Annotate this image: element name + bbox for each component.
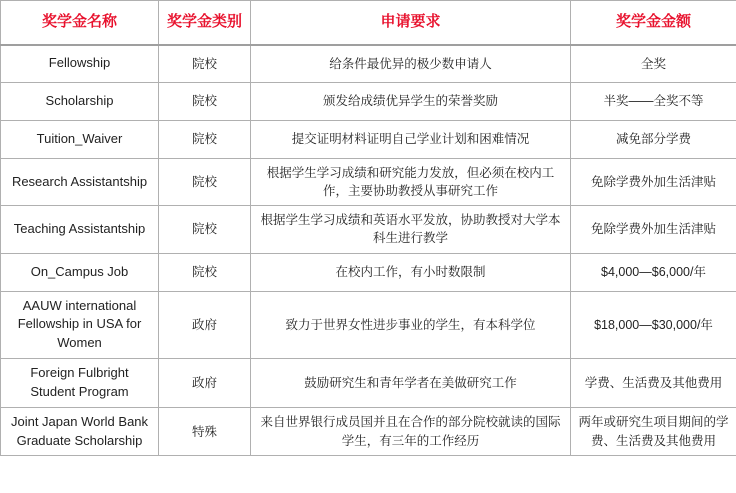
cell-category: 院校 (159, 253, 251, 291)
cell-requirement: 提交证明材料证明自己学业计划和困难情况 (251, 121, 571, 159)
cell-amount: 学费、生活费及其他费用 (571, 359, 736, 408)
table-row (1, 83, 736, 121)
cell-requirement: 根据学生学习成绩和研究能力发放，但必须在校内工作，主要协助教授从事研究工作 (251, 159, 571, 206)
table-row (1, 45, 736, 83)
table-row (1, 159, 736, 206)
cell-requirement: 颁发给成绩优异学生的荣誉奖励 (251, 83, 571, 121)
cell-name: AAUW international Fellowship in USA for Women (1, 291, 159, 359)
column-header-amount: 奖学金金额 (571, 1, 736, 45)
cell-name: Tuition_Waiver (1, 121, 159, 159)
table-row (1, 121, 736, 159)
column-header-requirement: 申请要求 (251, 1, 571, 45)
cell-amount: 全奖 (571, 45, 736, 83)
cell-requirement: 鼓励研究生和青年学者在美做研究工作 (251, 359, 571, 408)
cell-amount: $18,000—$30,000/年 (571, 291, 736, 359)
cell-amount: $4,000—$6,000/年 (571, 253, 736, 291)
cell-requirement: 来自世界银行成员国并且在合作的部分院校就读的国际学生，有三年的工作经历 (251, 407, 571, 456)
cell-category: 政府 (159, 291, 251, 359)
cell-name: Fellowship (1, 45, 159, 83)
cell-name: Teaching Assistantship (1, 206, 159, 253)
table-row (1, 407, 736, 456)
cell-category: 院校 (159, 45, 251, 83)
cell-category: 院校 (159, 83, 251, 121)
table-row (1, 253, 736, 291)
table-row (1, 206, 736, 253)
cell-amount: 半奖——全奖不等 (571, 83, 736, 121)
cell-category: 特殊 (159, 407, 251, 456)
cell-name: On_Campus Job (1, 253, 159, 291)
cell-category: 院校 (159, 206, 251, 253)
cell-requirement: 给条件最优异的极少数申请人 (251, 45, 571, 83)
table-header-row (1, 1, 736, 45)
cell-amount: 免除学费外加生活津贴 (571, 159, 736, 206)
cell-name: Research Assistantship (1, 159, 159, 206)
table-header (1, 1, 736, 45)
cell-amount: 减免部分学费 (571, 121, 736, 159)
cell-amount: 免除学费外加生活津贴 (571, 206, 736, 253)
cell-category: 政府 (159, 359, 251, 408)
table-body (1, 45, 736, 456)
table-row (1, 359, 736, 408)
cell-category: 院校 (159, 121, 251, 159)
cell-requirement: 在校内工作，有小时数限制 (251, 253, 571, 291)
column-header-name: 奖学金名称 (1, 1, 159, 45)
cell-name: Joint Japan World Bank Graduate Scholarship (1, 407, 159, 456)
cell-requirement: 根据学生学习成绩和英语水平发放，协助教授对大学本科生进行教学 (251, 206, 571, 253)
column-header-category: 奖学金类别 (159, 1, 251, 45)
table-row (1, 291, 736, 359)
cell-requirement: 致力于世界女性进步事业的学生，有本科学位 (251, 291, 571, 359)
cell-category: 院校 (159, 159, 251, 206)
cell-name: Foreign Fulbright Student Program (1, 359, 159, 408)
cell-amount: 两年或研究生项目期间的学费、生活费及其他费用 (571, 407, 736, 456)
cell-name: Scholarship (1, 83, 159, 121)
